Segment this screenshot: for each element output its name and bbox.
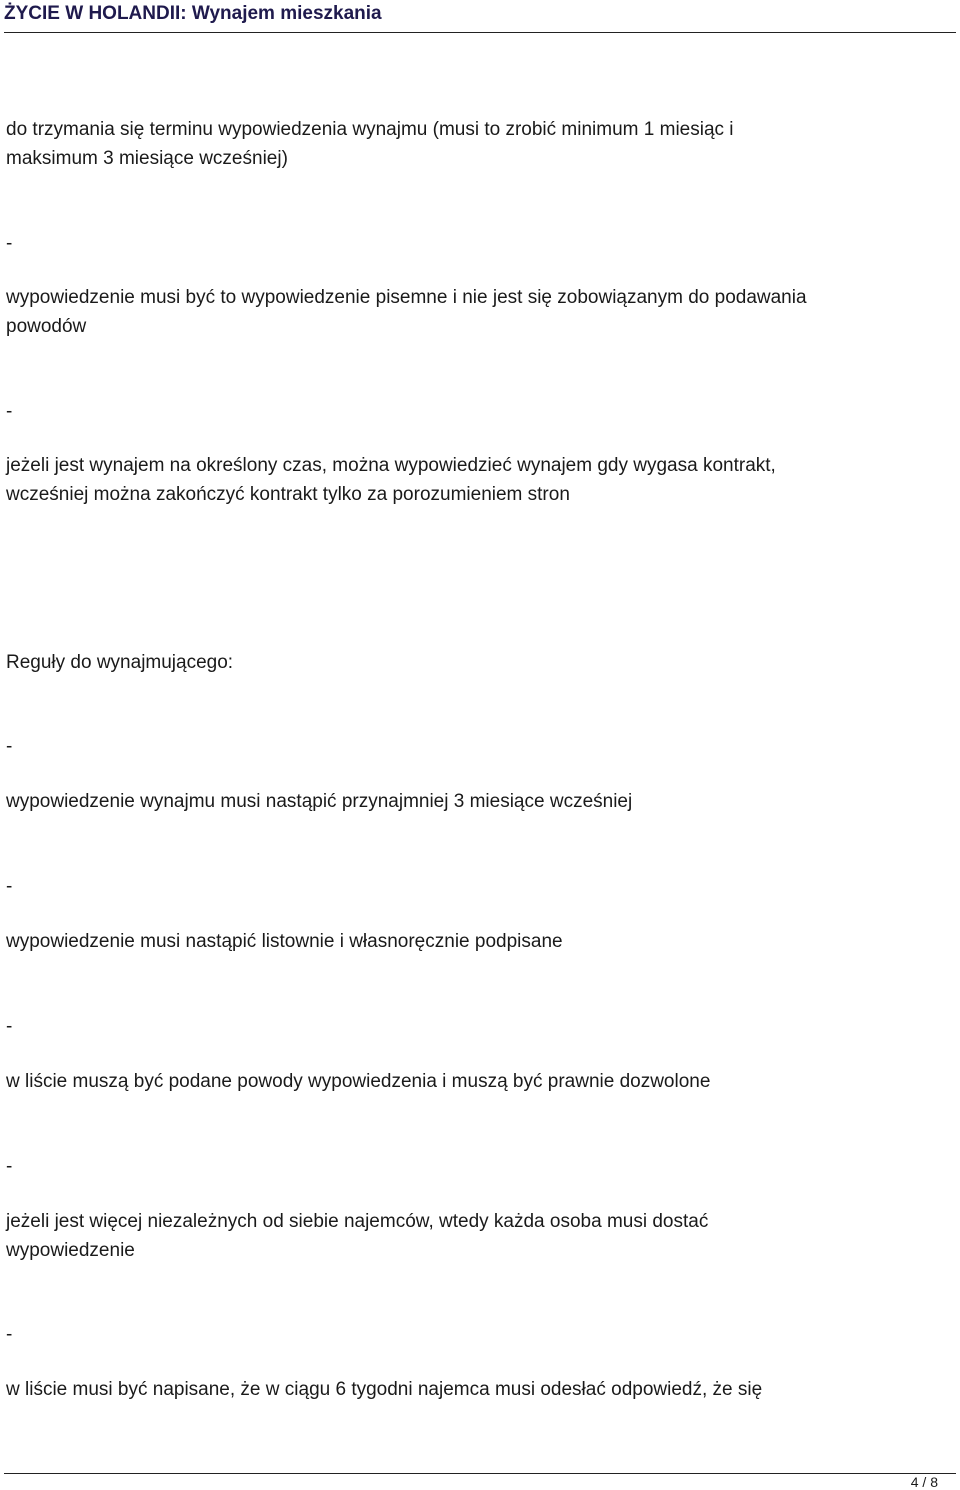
page-number: 4 / 8 <box>910 1474 938 1490</box>
section-heading: Reguły do wynajmującego: <box>6 652 234 673</box>
bullet-dash-5: - <box>6 1016 13 1037</box>
paragraph-2-line-2: powodów <box>6 316 87 337</box>
bullet-dash-4: - <box>6 876 13 897</box>
list-item-4-line-2: wypowiedzenie <box>6 1240 135 1261</box>
bullet-dash-3: - <box>6 736 13 757</box>
paragraph-1-line-2: maksimum 3 miesiące wcześniej) <box>6 148 288 169</box>
bullet-dash-2: - <box>6 401 13 422</box>
footer-divider <box>4 1473 956 1474</box>
header-title: ŻYCIE W HOLANDII: Wynajem mieszkania <box>4 3 382 24</box>
paragraph-1-line-1: do trzymania się terminu wypowiedzenia wynajmu (musi to zrobić minimum 1 miesiąc i <box>6 119 734 140</box>
page-header <box>4 2 956 33</box>
list-item-1: wypowiedzenie wynajmu musi nastąpić przynajmniej 3 miesiące wcześniej <box>6 791 633 812</box>
bullet-dash-6: - <box>6 1156 13 1177</box>
paragraph-3-line-1: jeżeli jest wynajem na określony czas, można wypowiedzieć wynajem gdy wygasa kontrakt, <box>6 455 776 476</box>
bullet-dash-1: - <box>6 233 13 254</box>
list-item-3: w liście muszą być podane powody wypowiedzenia i muszą być prawnie dozwolone <box>6 1071 711 1092</box>
list-item-2: wypowiedzenie musi nastąpić listownie i własnoręcznie podpisane <box>6 931 563 952</box>
paragraph-2-line-1: wypowiedzenie musi być to wypowiedzenie pisemne i nie jest się zobowiązanym do podawania <box>6 287 807 308</box>
list-item-5: w liście musi być napisane, że w ciągu 6 tygodni najemca musi odesłać odpowiedź, że się <box>6 1379 763 1400</box>
paragraph-3-line-2: wcześniej można zakończyć kontrakt tylko za porozumieniem stron <box>6 484 570 505</box>
list-item-4-line-1: jeżeli jest więcej niezależnych od siebie najemców, wtedy każda osoba musi dostać <box>6 1211 709 1232</box>
bullet-dash-7: - <box>6 1324 13 1345</box>
